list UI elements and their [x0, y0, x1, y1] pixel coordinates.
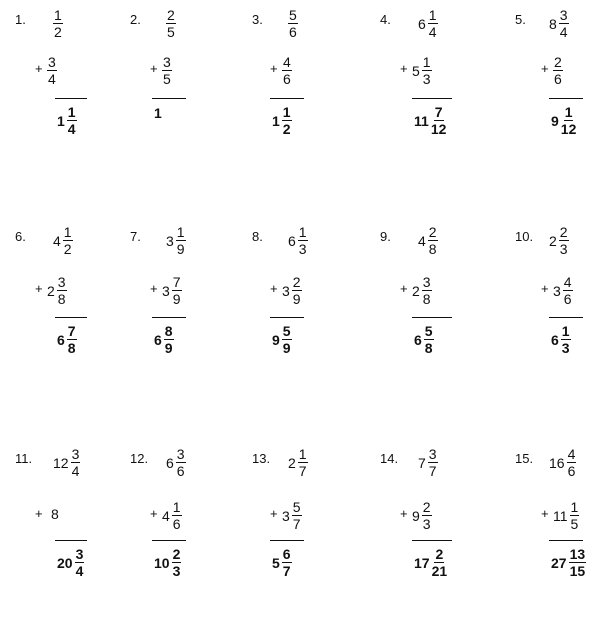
- addend-2-numerator: 3: [422, 274, 431, 290]
- addend-2-fraction: [422, 55, 432, 86]
- addend-1-denominator: 6: [567, 463, 576, 479]
- addend-2-fraction: [172, 500, 182, 531]
- problem-12: [130, 447, 240, 617]
- problem-8: [252, 225, 362, 395]
- addend-1-denominator: 8: [428, 241, 437, 257]
- addend-1-fraction: [166, 8, 176, 39]
- answer: [551, 547, 586, 578]
- addend-2-whole: 9: [412, 507, 420, 524]
- plus-sign: +: [541, 61, 549, 76]
- addend-1-whole: 6: [166, 454, 174, 471]
- plus-sign: +: [35, 506, 43, 521]
- addend-1-whole: 7: [418, 454, 426, 471]
- addend-1-numerator: 3: [71, 446, 80, 462]
- addend-1-numerator: 2: [167, 7, 175, 23]
- problem-number: 11.: [15, 451, 33, 466]
- problem-13: [252, 447, 362, 617]
- answer: [414, 105, 446, 136]
- addend-2-fraction: [292, 275, 302, 306]
- answer-numerator: 3: [75, 546, 84, 562]
- addend-2-numerator: 3: [57, 274, 66, 290]
- answer: [551, 324, 571, 355]
- answer-fraction: [561, 105, 577, 136]
- answer-denominator: 9: [164, 340, 173, 356]
- answer-fraction: [561, 324, 571, 355]
- problem-14: [380, 447, 490, 617]
- addend-2-denominator: 7: [292, 516, 301, 532]
- answer-denominator: 9: [282, 340, 291, 356]
- answer-denominator: 12: [560, 121, 577, 137]
- problem-3: [252, 8, 362, 178]
- addend-2-denominator: 9: [292, 291, 301, 307]
- addend-2-numerator: 4: [283, 54, 291, 70]
- addend-1-fraction: [428, 447, 438, 478]
- addend-2-denominator: 6: [563, 291, 572, 307]
- problem-1: [15, 8, 125, 178]
- answer: [154, 547, 181, 578]
- sum-line: [549, 317, 583, 318]
- addend-2-whole: 2: [412, 282, 420, 299]
- answer-whole: 10: [154, 554, 170, 571]
- answer-denominator: 21: [431, 563, 448, 579]
- problem-number: 13.: [252, 451, 271, 466]
- addend-1-denominator: 4: [71, 463, 80, 479]
- addend-1: [549, 225, 569, 256]
- problem-2: [130, 8, 240, 178]
- addend-2-numerator: 7: [172, 274, 181, 290]
- answer-denominator: 3: [561, 340, 570, 356]
- addend-1-numerator: 2: [559, 224, 568, 240]
- sum-line: [152, 317, 186, 318]
- answer-fraction: [282, 105, 292, 136]
- answer: [154, 105, 164, 121]
- answer-fraction: [164, 324, 174, 355]
- answer-fraction: [282, 324, 292, 355]
- plus-sign: +: [400, 506, 408, 521]
- addend-2: [553, 55, 563, 86]
- answer-numerator: 1: [564, 104, 573, 120]
- addend-1-whole: 6: [418, 15, 426, 32]
- answer-denominator: 4: [67, 121, 76, 137]
- plus-sign: +: [150, 61, 158, 76]
- answer-numerator: 7: [434, 104, 443, 120]
- sum-line: [412, 540, 452, 541]
- addend-1-whole: 4: [418, 232, 426, 249]
- addend-2: [412, 275, 432, 306]
- addend-1-fraction: [176, 447, 186, 478]
- answer: [57, 547, 84, 578]
- addend-1-denominator: 3: [298, 241, 307, 257]
- addend-1-whole: 16: [549, 454, 565, 471]
- addend-2-denominator: 6: [283, 71, 291, 87]
- sum-line: [549, 98, 583, 99]
- addend-2-fraction: [172, 275, 182, 306]
- sum-line: [270, 540, 304, 541]
- problem-number: 6.: [15, 229, 26, 244]
- answer-numerator: 1: [561, 323, 570, 339]
- answer-whole: 20: [57, 554, 73, 571]
- addend-2-fraction: [422, 275, 432, 306]
- sum-line: [412, 317, 452, 318]
- addend-1-numerator: 3: [176, 446, 185, 462]
- plus-sign: +: [35, 61, 43, 76]
- addend-2: [282, 500, 302, 531]
- problem-number: 5.: [515, 12, 526, 27]
- addend-1-whole: 2: [288, 454, 296, 471]
- sum-line: [412, 98, 452, 99]
- addend-2-whole: 11: [553, 507, 568, 524]
- addend-1-numerator: 5: [289, 7, 297, 23]
- addend-2-whole: 3: [282, 507, 290, 524]
- addend-1-fraction: [288, 8, 298, 39]
- addend-1-numerator: 3: [428, 446, 437, 462]
- addend-1-whole: 6: [288, 232, 296, 249]
- sum-line: [55, 317, 87, 318]
- sum-line: [549, 540, 583, 541]
- problem-number: 10.: [515, 229, 534, 244]
- addend-1-numerator: 4: [567, 446, 576, 462]
- answer-whole: 1: [57, 112, 65, 129]
- plus-sign: +: [270, 506, 278, 521]
- addend-1-whole: 8: [549, 15, 557, 32]
- addend-2-fraction: [292, 500, 302, 531]
- addend-2-numerator: 1: [172, 499, 181, 515]
- answer: [272, 105, 292, 136]
- answer-denominator: 15: [569, 563, 586, 579]
- answer-fraction: [67, 324, 77, 355]
- addend-1: [288, 8, 298, 39]
- addend-1: [53, 225, 73, 256]
- answer-fraction: [432, 547, 448, 578]
- addend-1-fraction: [71, 447, 81, 478]
- addend-2-whole: 3: [553, 282, 561, 299]
- answer-numerator: 7: [67, 323, 76, 339]
- plus-sign: +: [35, 281, 43, 296]
- addend-2-denominator: 5: [570, 516, 579, 532]
- addend-2-numerator: 4: [563, 274, 572, 290]
- addend-2-numerator: 1: [422, 54, 431, 70]
- answer-numerator: 2: [435, 546, 444, 562]
- problem-number: 1.: [15, 12, 26, 27]
- addend-1-denominator: 2: [63, 241, 72, 257]
- answer-whole: 6: [57, 331, 65, 348]
- addend-1-whole: 3: [166, 232, 174, 249]
- addend-2-fraction: [162, 55, 172, 86]
- addend-1-numerator: 1: [428, 7, 437, 23]
- answer-denominator: 7: [282, 563, 291, 579]
- answer: [154, 324, 174, 355]
- addend-2-denominator: 6: [172, 516, 181, 532]
- answer-numerator: 5: [282, 323, 291, 339]
- addend-2: [282, 275, 302, 306]
- problem-6: [15, 225, 125, 395]
- addend-1-denominator: 4: [428, 24, 437, 40]
- plus-sign: +: [150, 281, 158, 296]
- addend-2-numerator: 3: [163, 54, 171, 70]
- addend-2-whole: 4: [162, 507, 170, 524]
- addend-1: [166, 447, 186, 478]
- addend-1: [53, 8, 63, 39]
- addend-1: [288, 225, 308, 256]
- addend-1-fraction: [298, 225, 308, 256]
- addend-1-numerator: 3: [559, 7, 568, 23]
- addend-2-numerator: 1: [570, 499, 579, 515]
- answer-denominator: 4: [75, 563, 84, 579]
- answer-whole: 6: [154, 331, 162, 348]
- addend-1-denominator: 3: [559, 241, 568, 257]
- answer-denominator: 2: [282, 121, 291, 137]
- answer-whole: 5: [272, 554, 280, 571]
- answer-fraction: [569, 547, 587, 578]
- addend-1-whole: 2: [549, 232, 557, 249]
- addend-1-numerator: 1: [298, 446, 307, 462]
- problem-15: [515, 447, 611, 617]
- addend-1-fraction: [559, 8, 569, 39]
- addend-2-denominator: 5: [163, 71, 171, 87]
- sum-line: [55, 98, 87, 99]
- problem-number: 4.: [380, 12, 391, 27]
- sum-line: [152, 98, 186, 99]
- addend-1-fraction: [63, 225, 73, 256]
- addend-2-whole: 2: [47, 282, 55, 299]
- answer: [414, 324, 434, 355]
- addend-1: [418, 8, 438, 39]
- answer: [272, 547, 292, 578]
- addend-1-fraction: [176, 225, 186, 256]
- addend-1: [418, 447, 438, 478]
- problem-number: 7.: [130, 229, 141, 244]
- addend-1-fraction: [298, 447, 308, 478]
- addend-2-whole: 8: [51, 506, 59, 522]
- addend-2-denominator: 3: [422, 71, 431, 87]
- addend-1-whole: 4: [53, 232, 61, 249]
- sum-line: [55, 540, 87, 541]
- answer-whole: 9: [551, 112, 559, 129]
- problem-10: [515, 225, 611, 395]
- answer-whole: 27: [551, 554, 567, 571]
- plus-sign: +: [270, 61, 278, 76]
- problem-5: [515, 8, 611, 178]
- addend-1-denominator: 7: [428, 463, 437, 479]
- sum-line: [152, 540, 186, 541]
- problem-4: [380, 8, 490, 178]
- problem-number: 2.: [130, 12, 141, 27]
- sum-line: [270, 98, 304, 99]
- problem-number: 15.: [515, 451, 534, 466]
- addend-1-numerator: 1: [63, 224, 72, 240]
- problem-number: 8.: [252, 229, 263, 244]
- addend-1: [288, 447, 308, 478]
- addend-2: [282, 55, 292, 86]
- addend-2-numerator: 5: [292, 499, 301, 515]
- answer: [551, 105, 576, 136]
- plus-sign: +: [400, 281, 408, 296]
- answer-whole: 9: [272, 331, 280, 348]
- answer-denominator: 8: [424, 340, 433, 356]
- answer: [272, 324, 292, 355]
- problem-number: 3.: [252, 12, 263, 27]
- addend-2: [162, 55, 172, 86]
- addend-1-fraction: [428, 8, 438, 39]
- addend-2-denominator: 6: [554, 71, 562, 87]
- addend-2-whole: 3: [282, 282, 290, 299]
- problem-number: 14.: [380, 451, 399, 466]
- addend-2-fraction: [57, 275, 67, 306]
- addend-1-denominator: 2: [54, 24, 62, 40]
- answer: [57, 324, 77, 355]
- answer-denominator: 8: [67, 340, 76, 356]
- addend-2-denominator: 3: [422, 516, 431, 532]
- addend-1: [166, 225, 186, 256]
- answer-whole: 11: [414, 112, 429, 129]
- plus-sign: +: [270, 281, 278, 296]
- addend-1-denominator: 9: [176, 241, 185, 257]
- problem-9: [380, 225, 490, 395]
- addend-1-numerator: 2: [428, 224, 437, 240]
- addend-1: [166, 8, 176, 39]
- plus-sign: +: [400, 61, 408, 76]
- addend-2-fraction: [570, 500, 580, 531]
- plus-sign: +: [150, 506, 158, 521]
- addend-2: [162, 500, 182, 531]
- addend-1-denominator: 4: [559, 24, 568, 40]
- addend-1-denominator: 5: [167, 24, 175, 40]
- answer: [414, 547, 447, 578]
- answer-fraction: [75, 547, 85, 578]
- addend-1-fraction: [428, 225, 438, 256]
- answer-fraction: [172, 547, 182, 578]
- addend-1: [418, 225, 438, 256]
- answer-denominator: 12: [430, 121, 447, 137]
- answer-whole: 6: [551, 331, 559, 348]
- answer-numerator: 2: [172, 546, 181, 562]
- addend-1-fraction: [53, 8, 63, 39]
- answer-fraction: [282, 547, 292, 578]
- answer-fraction: [67, 105, 77, 136]
- addend-1-fraction: [559, 225, 569, 256]
- answer-whole: 1: [154, 105, 162, 121]
- addend-1-denominator: 6: [289, 24, 297, 40]
- addend-2: [412, 500, 432, 531]
- answer-numerator: 13: [569, 546, 586, 562]
- addend-2: [412, 55, 432, 86]
- addend-1: [549, 447, 576, 478]
- addend-2: [553, 275, 573, 306]
- addend-2: [162, 275, 182, 306]
- addend-2-fraction: [422, 500, 432, 531]
- addend-1: [53, 447, 80, 478]
- addend-2-fraction: [563, 275, 573, 306]
- addend-1-denominator: 7: [298, 463, 307, 479]
- answer-denominator: 3: [172, 563, 181, 579]
- addend-2-denominator: 9: [172, 291, 181, 307]
- plus-sign: +: [541, 281, 549, 296]
- addend-1-numerator: 1: [176, 224, 185, 240]
- answer-numerator: 1: [67, 104, 76, 120]
- addend-2-numerator: 2: [422, 499, 431, 515]
- answer-fraction: [431, 105, 447, 136]
- addend-2: [553, 500, 579, 531]
- addend-2-fraction: [47, 55, 57, 86]
- addend-1-numerator: 1: [54, 7, 62, 23]
- answer-numerator: 5: [424, 323, 433, 339]
- addend-2-numerator: 2: [554, 54, 562, 70]
- addend-2-whole: 3: [162, 282, 170, 299]
- addend-2-denominator: 8: [422, 291, 431, 307]
- addend-2-whole: 5: [412, 62, 420, 79]
- addend-1-fraction: [567, 447, 577, 478]
- problem-7: [130, 225, 240, 395]
- answer-numerator: 1: [282, 104, 291, 120]
- addend-1-denominator: 6: [176, 463, 185, 479]
- addend-2-numerator: 2: [292, 274, 301, 290]
- answer-numerator: 6: [282, 546, 291, 562]
- addend-2-fraction: [553, 55, 563, 86]
- addend-2-fraction: [282, 55, 292, 86]
- addend-2: [47, 55, 57, 86]
- problem-number: 12.: [130, 451, 149, 466]
- plus-sign: +: [541, 506, 549, 521]
- addend-1-numerator: 1: [298, 224, 307, 240]
- problem-11: [15, 447, 125, 617]
- addend-1-whole: 12: [53, 454, 69, 471]
- answer-whole: 17: [414, 554, 430, 571]
- addend-2-denominator: 4: [48, 71, 56, 87]
- sum-line: [270, 317, 304, 318]
- problem-number: 9.: [380, 229, 391, 244]
- addend-2: [47, 275, 67, 306]
- answer-whole: 1: [272, 112, 280, 129]
- answer: [57, 105, 77, 136]
- addend-2-numerator: 3: [48, 54, 56, 70]
- answer-numerator: 8: [164, 323, 173, 339]
- addend-2-denominator: 8: [57, 291, 66, 307]
- answer-fraction: [424, 324, 434, 355]
- addend-1: [549, 8, 569, 39]
- answer-whole: 6: [414, 331, 422, 348]
